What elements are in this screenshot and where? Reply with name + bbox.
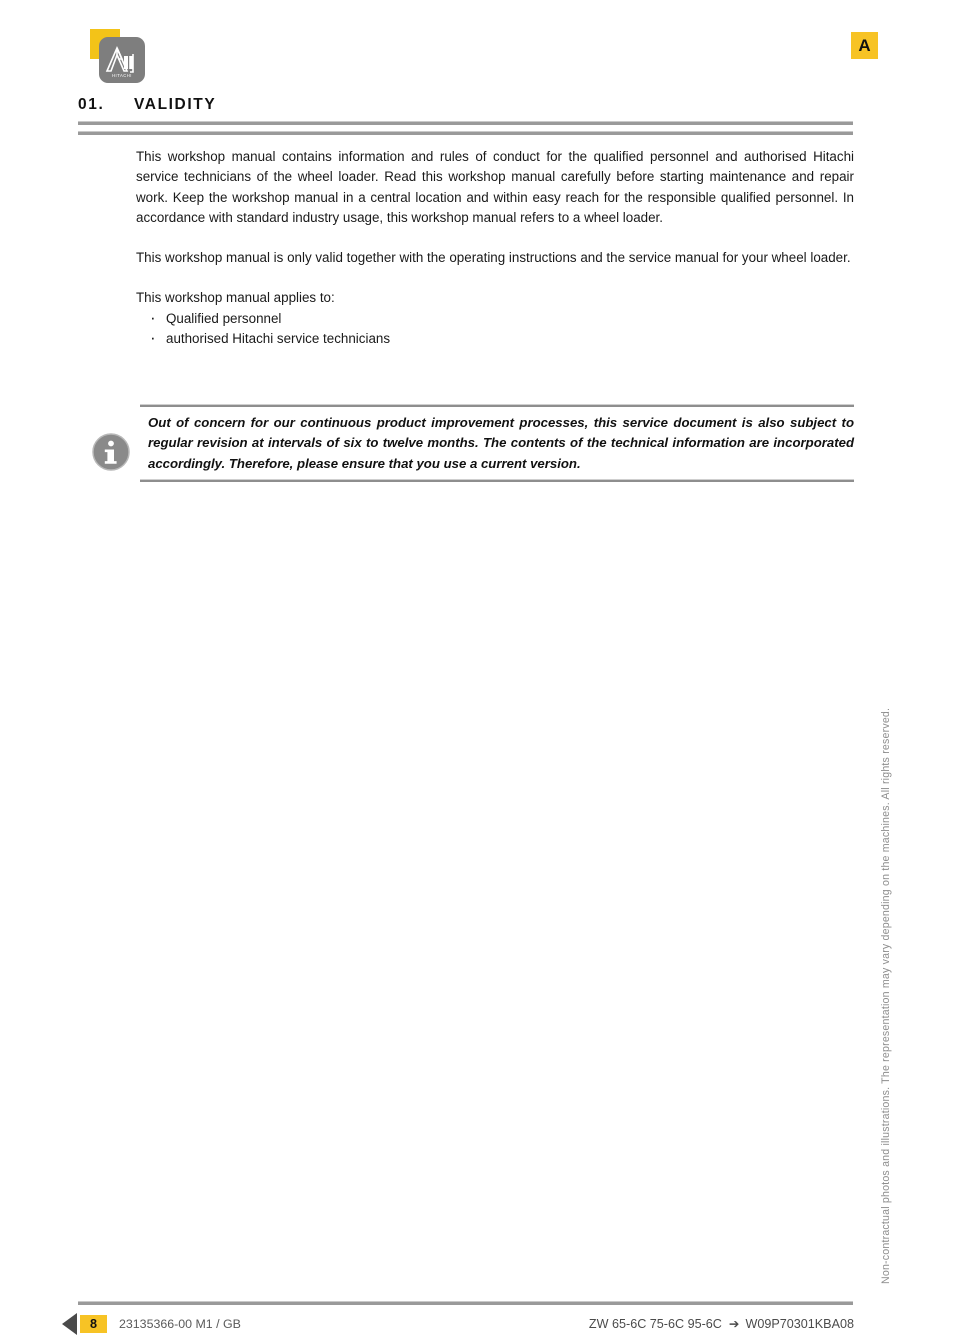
chapter-badge: A: [851, 32, 878, 59]
body-content: [136, 147, 854, 349]
page-number-badge: 8: [80, 1315, 107, 1333]
footer-row: [62, 1313, 854, 1335]
info-note-body: [140, 404, 854, 482]
info-icon: [91, 432, 131, 472]
machine-models: ZW 65-6C 75-6C 95-6C: [588, 1317, 722, 1331]
section-title-block: [78, 96, 853, 135]
footer-right-group: [589, 1317, 854, 1331]
footer-rule: [78, 1301, 853, 1305]
document-code: 23135366-00 M1 / GB: [119, 1317, 241, 1331]
info-note: [88, 404, 854, 482]
list-item: · authorised Hitachi service technicians: [148, 329, 854, 349]
side-disclaimer: Non-contractual photos and illustrations. The representation may vary depending on the machines. All rights reserved.: [880, 707, 892, 1284]
paragraph-scope: This workshop manual contains information and rules of conduct for the qualified personnel and authorised Hitachi service technicians of the wheel loader. Read this workshop manual carefully before starting maintenance and repair work. Keep the workshop manual in a central location and within easy reach for the responsible qualified personnel. In accordance with standard industry usage, this workshop manual refers to a wheel loader.: [136, 149, 854, 225]
arrow-right-icon: ➔: [728, 1316, 740, 1331]
applies-to-lead: This workshop manual applies to:: [136, 290, 335, 306]
hitachi-m-mark-icon: [99, 37, 145, 83]
info-note-text: Out of concern for our continuous product improvement processes, this service document is also subject to regular revision at intervals of six to twelve months. The contents of the technical information are incorporated accordingly. Therefore, please ensure that you use a current version.: [148, 415, 854, 471]
page-title: [78, 96, 853, 121]
reference-code: W09P70301KBA08: [745, 1317, 854, 1331]
paragraph-validity: This workshop manual is only valid together with the operating instructions and the service manual for your wheel loader.: [136, 250, 851, 266]
applies-to-list: [136, 309, 854, 350]
title-rule-upper: [78, 121, 853, 125]
note-rule-bottom: [140, 479, 854, 482]
page-header: [0, 0, 960, 92]
section-title-text: VALIDITY: [134, 96, 217, 113]
title-rule-lower: [78, 131, 853, 135]
prev-page-arrow-icon: [62, 1313, 77, 1335]
hitachi-logo: [90, 29, 146, 83]
svg-text:HITACHI: HITACHI: [112, 73, 132, 78]
list-item: · Qualified personnel: [148, 309, 854, 329]
section-number: 01.: [78, 96, 105, 113]
